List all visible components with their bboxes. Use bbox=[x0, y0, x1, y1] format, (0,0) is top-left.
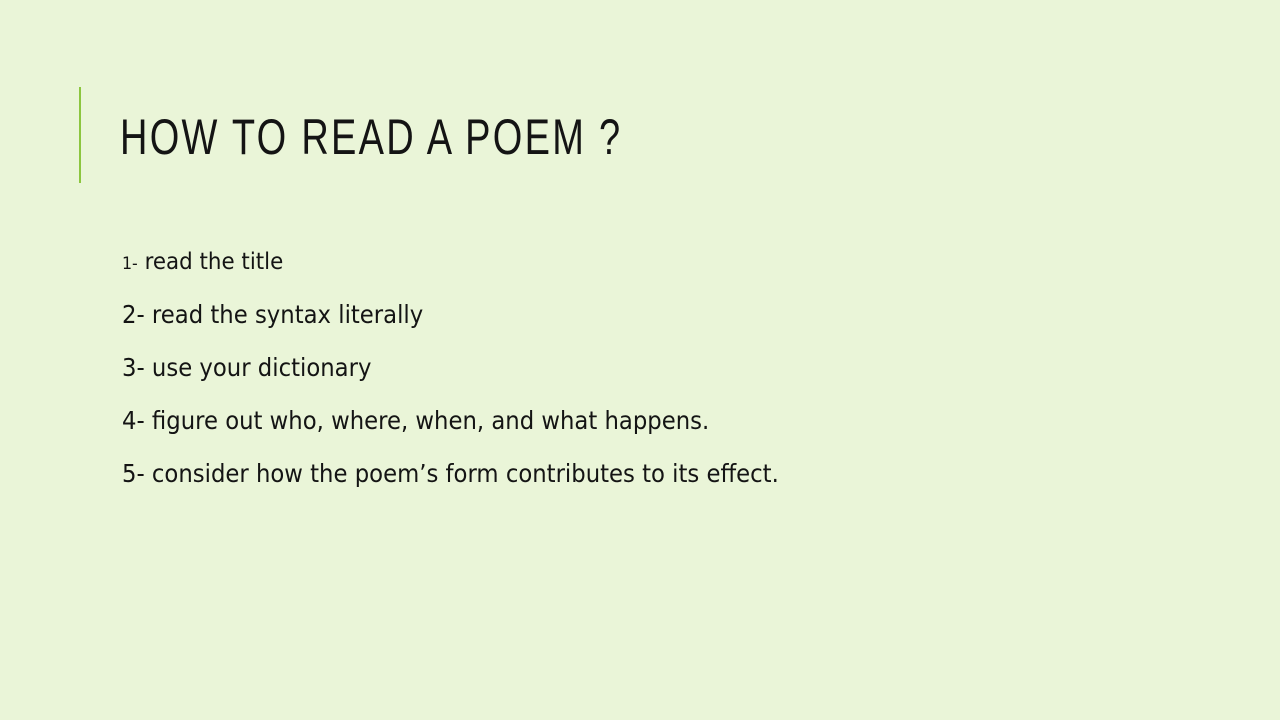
list-item bbox=[122, 458, 779, 490]
list-item-number: 1- bbox=[122, 254, 138, 274]
list-item bbox=[122, 299, 423, 331]
list-item-text: figure out who, where, when, and what happens. bbox=[144, 406, 710, 435]
list-item bbox=[122, 247, 283, 279]
title-accent-bar bbox=[79, 87, 81, 183]
slide-title: HOW TO READ A POEM ? bbox=[120, 109, 623, 165]
list-item-text: use your dictionary bbox=[144, 353, 372, 382]
list-item bbox=[122, 352, 371, 384]
list-item-number: 4- bbox=[122, 406, 145, 435]
list-item-text: read the title bbox=[137, 249, 284, 275]
list-item-number: 5- bbox=[122, 459, 145, 488]
list-item bbox=[122, 405, 709, 437]
list-item-number: 2- bbox=[122, 300, 145, 329]
list-item-text: read the syntax literally bbox=[144, 300, 424, 329]
list-item-text: consider how the poem’s form contributes to its effect. bbox=[144, 459, 779, 488]
list-item-number: 3- bbox=[122, 353, 145, 382]
